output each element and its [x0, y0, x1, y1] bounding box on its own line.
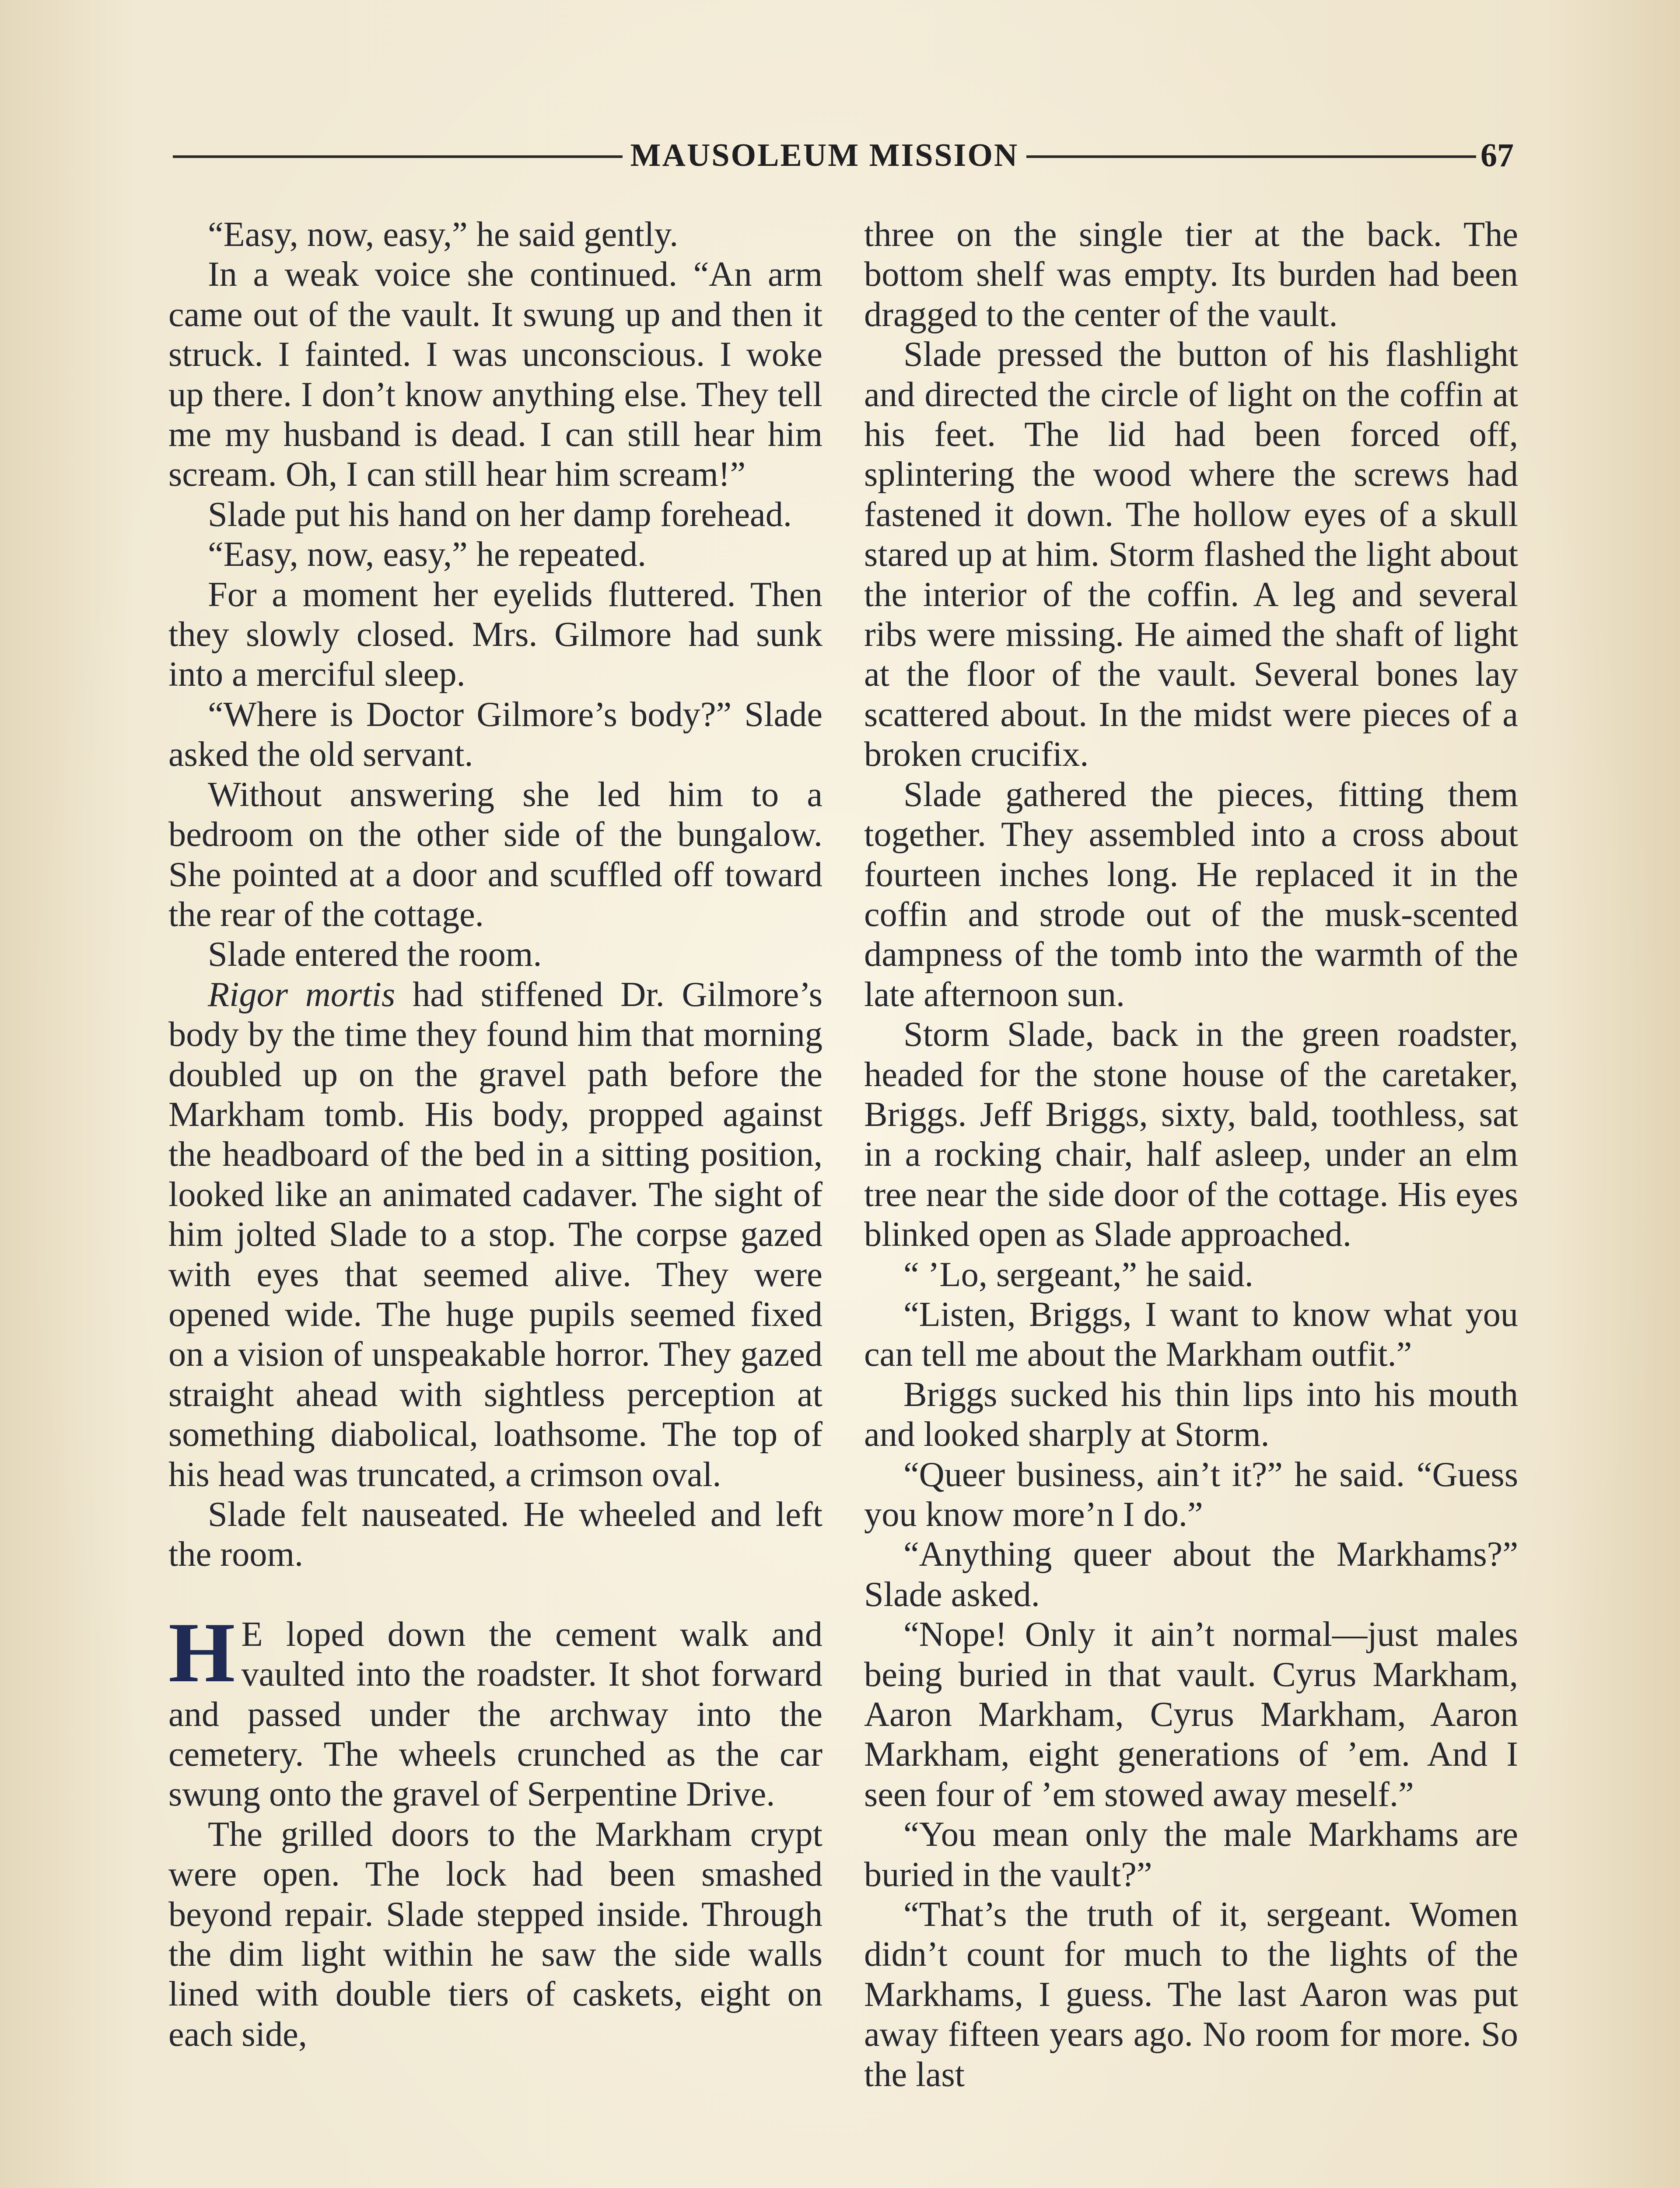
- paragraph: “Anything queer about the Markhams?” Slade asked.: [864, 1535, 1518, 1614]
- running-header: [173, 131, 1514, 179]
- paragraph: “You mean only the male Markhams are buried in the vault?”: [864, 1815, 1518, 1894]
- paragraph: Slade gathered the pieces, fitting them together. They assembled into a cross about fourteen inches long. He replaced it in the coffin and strode out of the musk-scented dampness of the tomb into the warmth of the late afternoon sun.: [864, 775, 1518, 1014]
- right-column: [864, 214, 1518, 2188]
- drop-cap: H: [168, 1605, 235, 1700]
- paragraph: “Easy, now, easy,” he repeated.: [208, 535, 647, 574]
- paragraph: “Nope! Only it ain’t normal—just males being buried in that vault. Cyrus Markham, Aaron Markham, Cyrus Markham, Aaron Markham, eight generations of ’em. And I seen four of ’em stowed away meself.”: [864, 1615, 1518, 1814]
- left-column: [168, 214, 822, 2188]
- paragraph: The grilled doors to the Markham crypt were open. The lock had been smashed beyond repair. Slade stepped inside. Through the dim light within he saw the side walls lined with double tiers of caskets, eight on each side,: [168, 1814, 822, 2054]
- paragraph: “Listen, Briggs, I want to know what you can tell me about the Markham outfit.”: [864, 1294, 1518, 1374]
- paragraph: “ ’Lo, sergeant,” he said.: [903, 1255, 1253, 1294]
- paragraph: For a moment her eyelids fluttered. Then they slowly closed. Mrs. Gilmore had sunk into a merciful sleep.: [168, 575, 822, 694]
- header-rule-left: [173, 155, 623, 158]
- paragraph-text: E loped down the cement walk and vaulted into the roadster. It shot forward and passed under the archway into the cemetery. The wheels crunched as the car swung onto the gravel of Serpentine Drive.: [168, 1614, 822, 1814]
- italic-phrase: Rigor mortis: [208, 975, 396, 1014]
- paragraph: In a weak voice she continued. “An arm came out of the vault. It swung up and then it struck. I fainted. I was unconscious. I woke up there. I don’t know anything else. They tell me my husband is dead. I can still hear him scream. Oh, I can still hear him scream!”: [168, 255, 822, 494]
- paragraph: “Where is Doctor Gilmore’s body?” Slade asked the old servant.: [168, 694, 822, 774]
- paragraph: Slade entered the room.: [208, 935, 542, 974]
- paragraph: Storm Slade, back in the green roadster, headed for the stone house of the caretaker, Briggs. Jeff Briggs, sixty, bald, toothless, sat in a rocking chair, half asleep, under an elm tree near the side door of the cottage. His eyes blinked open as Slade approached.: [864, 1015, 1518, 1254]
- header-rule-right: [1026, 155, 1476, 158]
- paragraph: “Easy, now, easy,” he said gently.: [208, 215, 679, 254]
- page-number: 67: [1480, 137, 1514, 174]
- paragraph: “That’s the truth of it, sergeant. Women didn’t count for much to the lights of the Markhams, I guess. The last Aaron was put away fifteen years ago. No room for more. So the last: [864, 1895, 1518, 2094]
- continued-paragraph: three on the single tier at the back. The bottom shelf was empty. Its burden had been dragged to the center of the vault.: [864, 215, 1518, 334]
- paragraph-text: had stiffened Dr. Gilmore’s body by the time they found him that morning doubled up on the gravel path before the Markham tomb. His body, propped against the headboard of the bed in a sitting position, looked like an animated cadaver. The sight of him jolted Slade to a stop. The corpse gazed with eyes that seemed alive. They were opened wide. The huge pupils seemed fixed on a vision of unspeakable horror. They gazed straight ahead with sightless perception at something diabolical, loathsome. The top of his head was truncated, a crimson oval.: [168, 975, 822, 1494]
- paragraph: “Queer business, ain’t it?” he said. “Guess you know more’n I do.”: [864, 1455, 1518, 1534]
- paragraph: Slade felt nauseated. He wheeled and left the room.: [168, 1495, 822, 1574]
- running-title: MAUSOLEUM MISSION: [630, 137, 1019, 173]
- paragraph: Slade put his hand on her damp forehead.: [208, 494, 792, 534]
- paragraph: Slade pressed the button of his flashlight and directed the circle of light on the coffin at his feet. The lid had been forced off, splintering the wood where the screws had fastened it down. The hollow eyes of a skull stared up at him. Storm flashed the light about the interior of the coffin. A leg and several ribs were missing. He aimed the shaft of light at the floor of the vault. Several bones lay scattered about. In the midst were pieces of a broken crucifix.: [864, 335, 1518, 774]
- section-opening-paragraph: [168, 1605, 822, 1814]
- paragraph: [168, 975, 822, 1494]
- paragraph: Briggs sucked his thin lips into his mouth and looked sharply at Storm.: [864, 1375, 1518, 1454]
- paragraph: Without answering she led him to a bedroom on the other side of the bungalow. She pointed at a door and scuffled off toward the rear of the cottage.: [168, 775, 822, 934]
